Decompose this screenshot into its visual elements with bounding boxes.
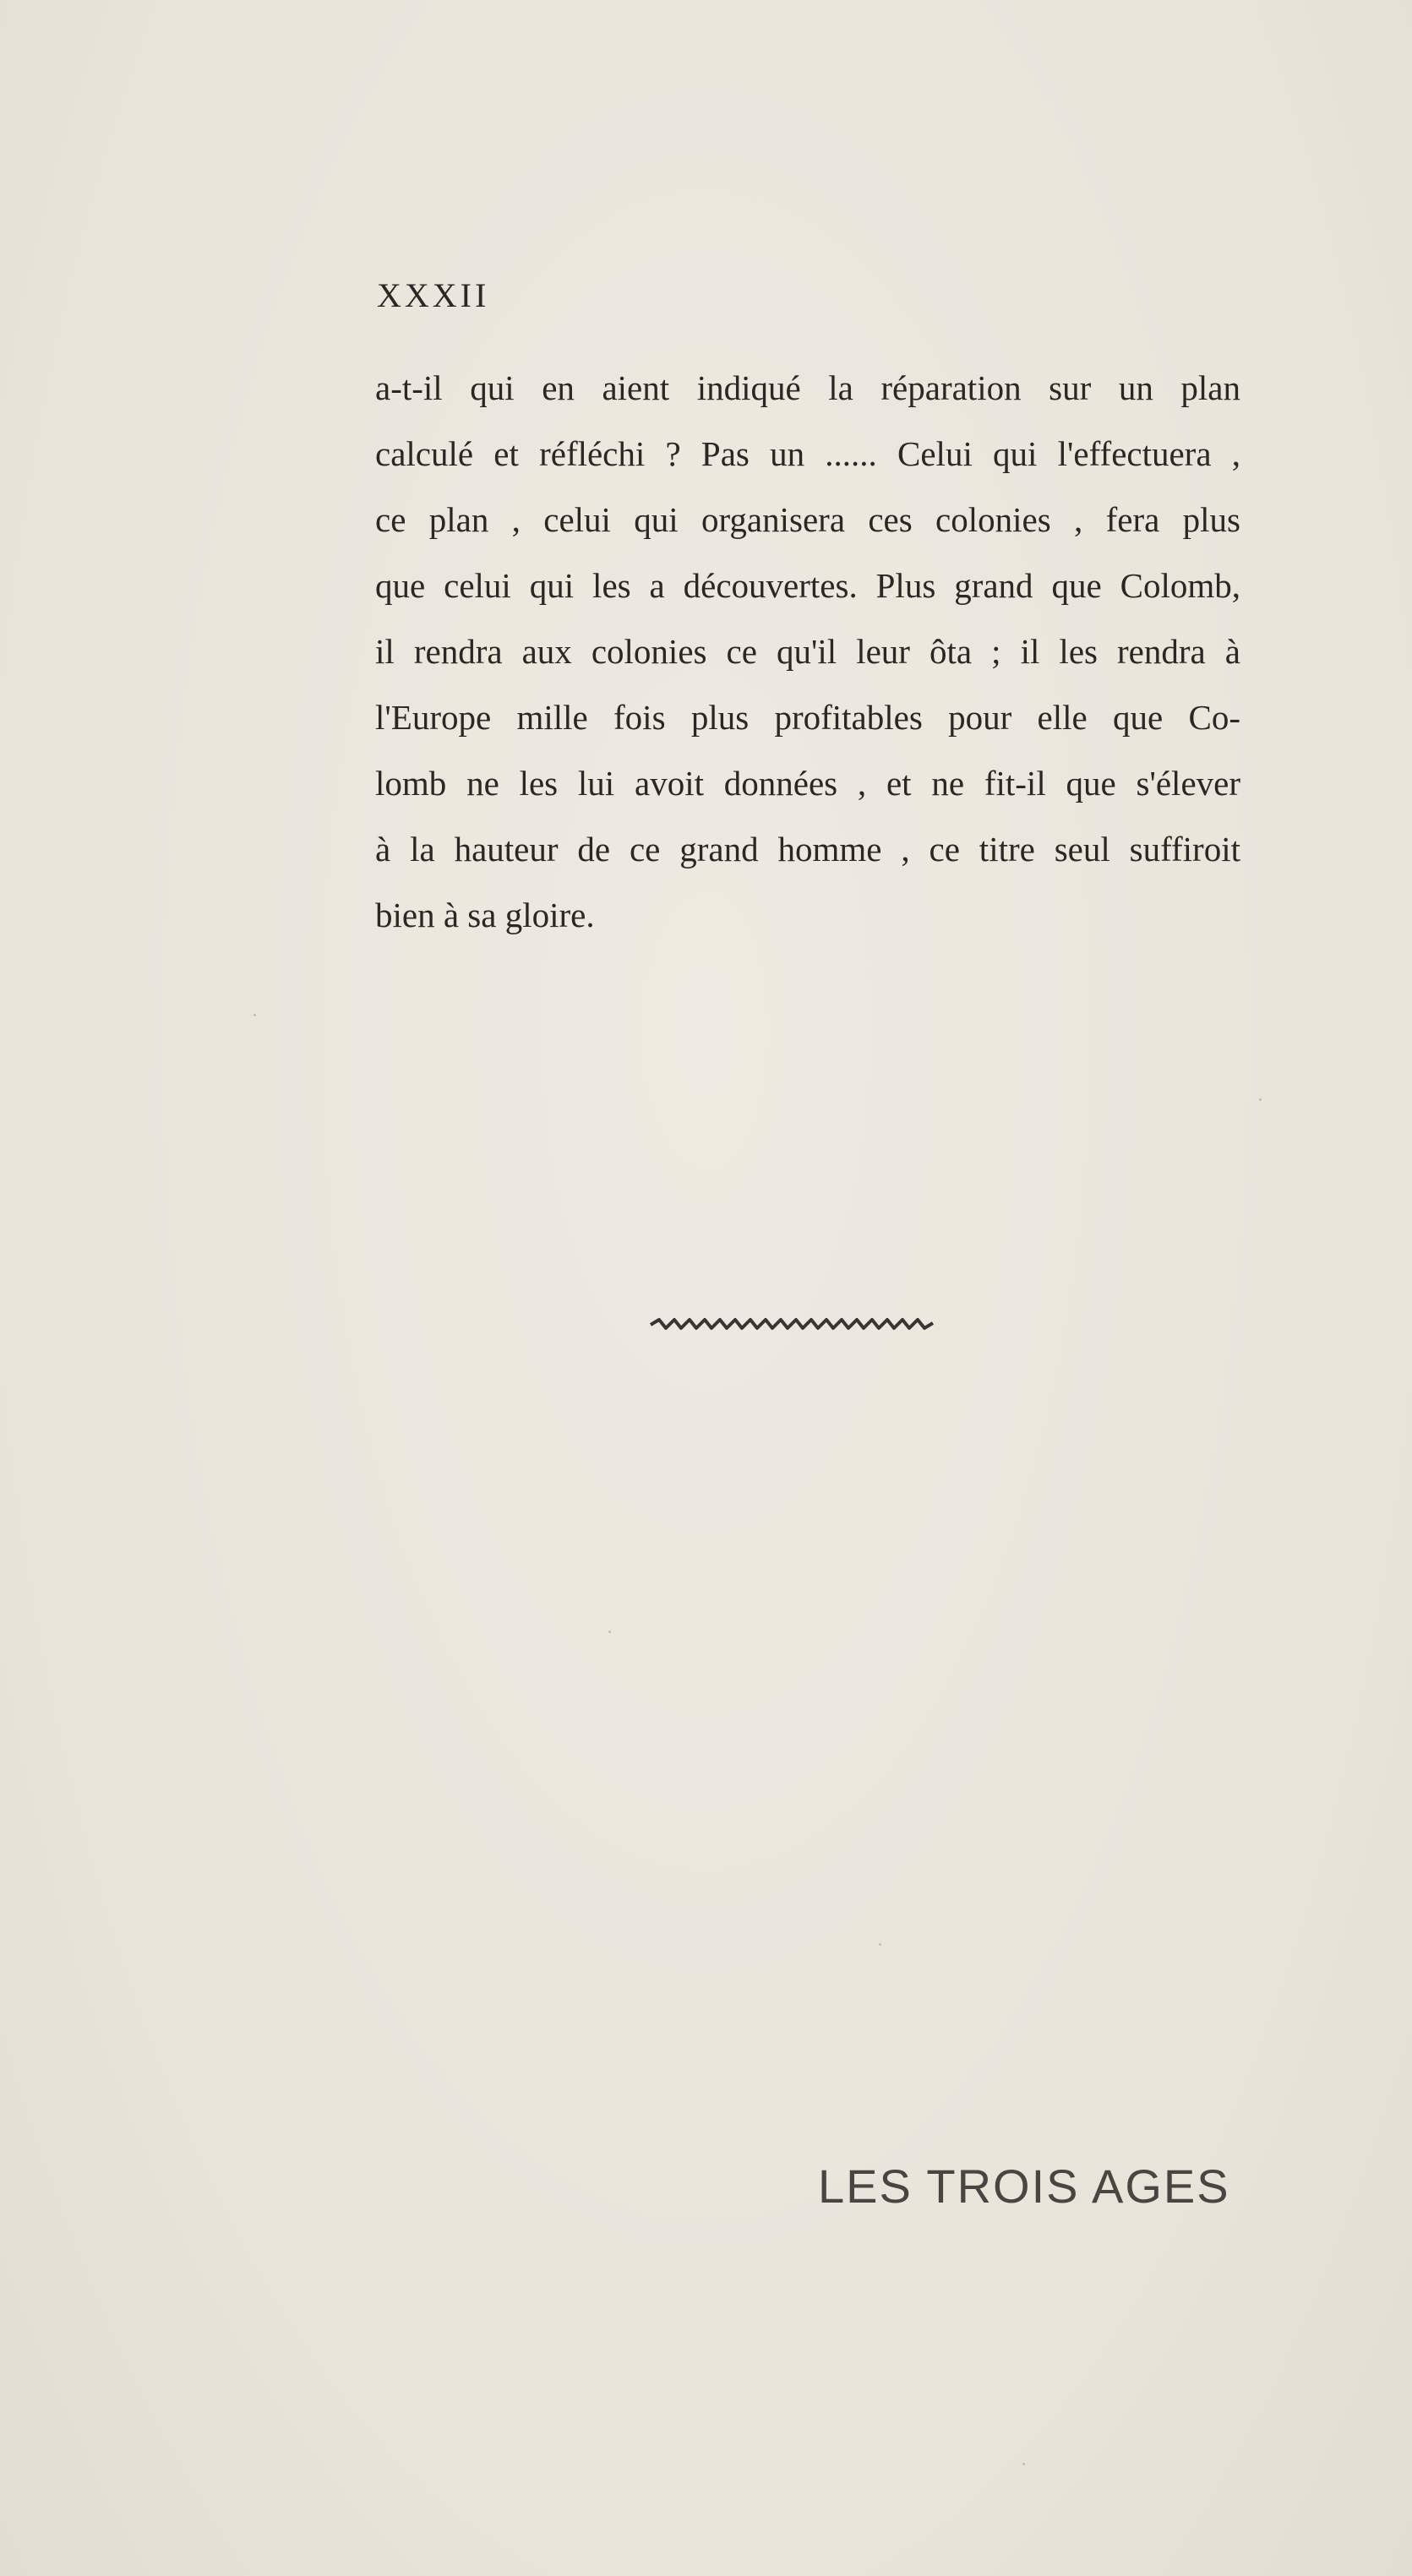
text-line: l'Europe mille fois plus profitables pour elle que Co-: [375, 698, 1240, 737]
text-line: à la hauteur de ce grand homme , ce titre seul suffiroit: [375, 830, 1240, 869]
text-line: bien à sa gloire.: [375, 896, 595, 934]
text-line: a-t-il qui en aient indiqué la réparation sur un plan: [375, 368, 1240, 407]
paper-speck: [608, 1631, 611, 1633]
text-line: il rendra aux colonies ce qu'il leur ôta ; il les rendra à: [375, 632, 1240, 671]
text-line: que celui qui les a découvertes. Plus grand que Colomb,: [375, 566, 1240, 605]
next-section-title: LES TROIS AGES: [818, 2159, 1230, 2213]
paper-speck: [1022, 2463, 1025, 2465]
paper-speck: [254, 1014, 256, 1016]
paper-speck: [879, 1943, 881, 1946]
text-line: ce plan , celui qui organisera ces colonies , fera plus: [375, 500, 1240, 539]
text-line: calculé et réfléchi ? Pas un ...... Celui qui l'effectuera ,: [375, 434, 1240, 473]
decorative-rule-ornament: [649, 1316, 936, 1333]
page-number: XXXII: [377, 276, 490, 314]
paper-speck: [1259, 1098, 1262, 1101]
body-paragraph: [375, 355, 1240, 948]
text-line: lomb ne les lui avoit données , et ne fit-il que s'élever: [375, 764, 1240, 803]
